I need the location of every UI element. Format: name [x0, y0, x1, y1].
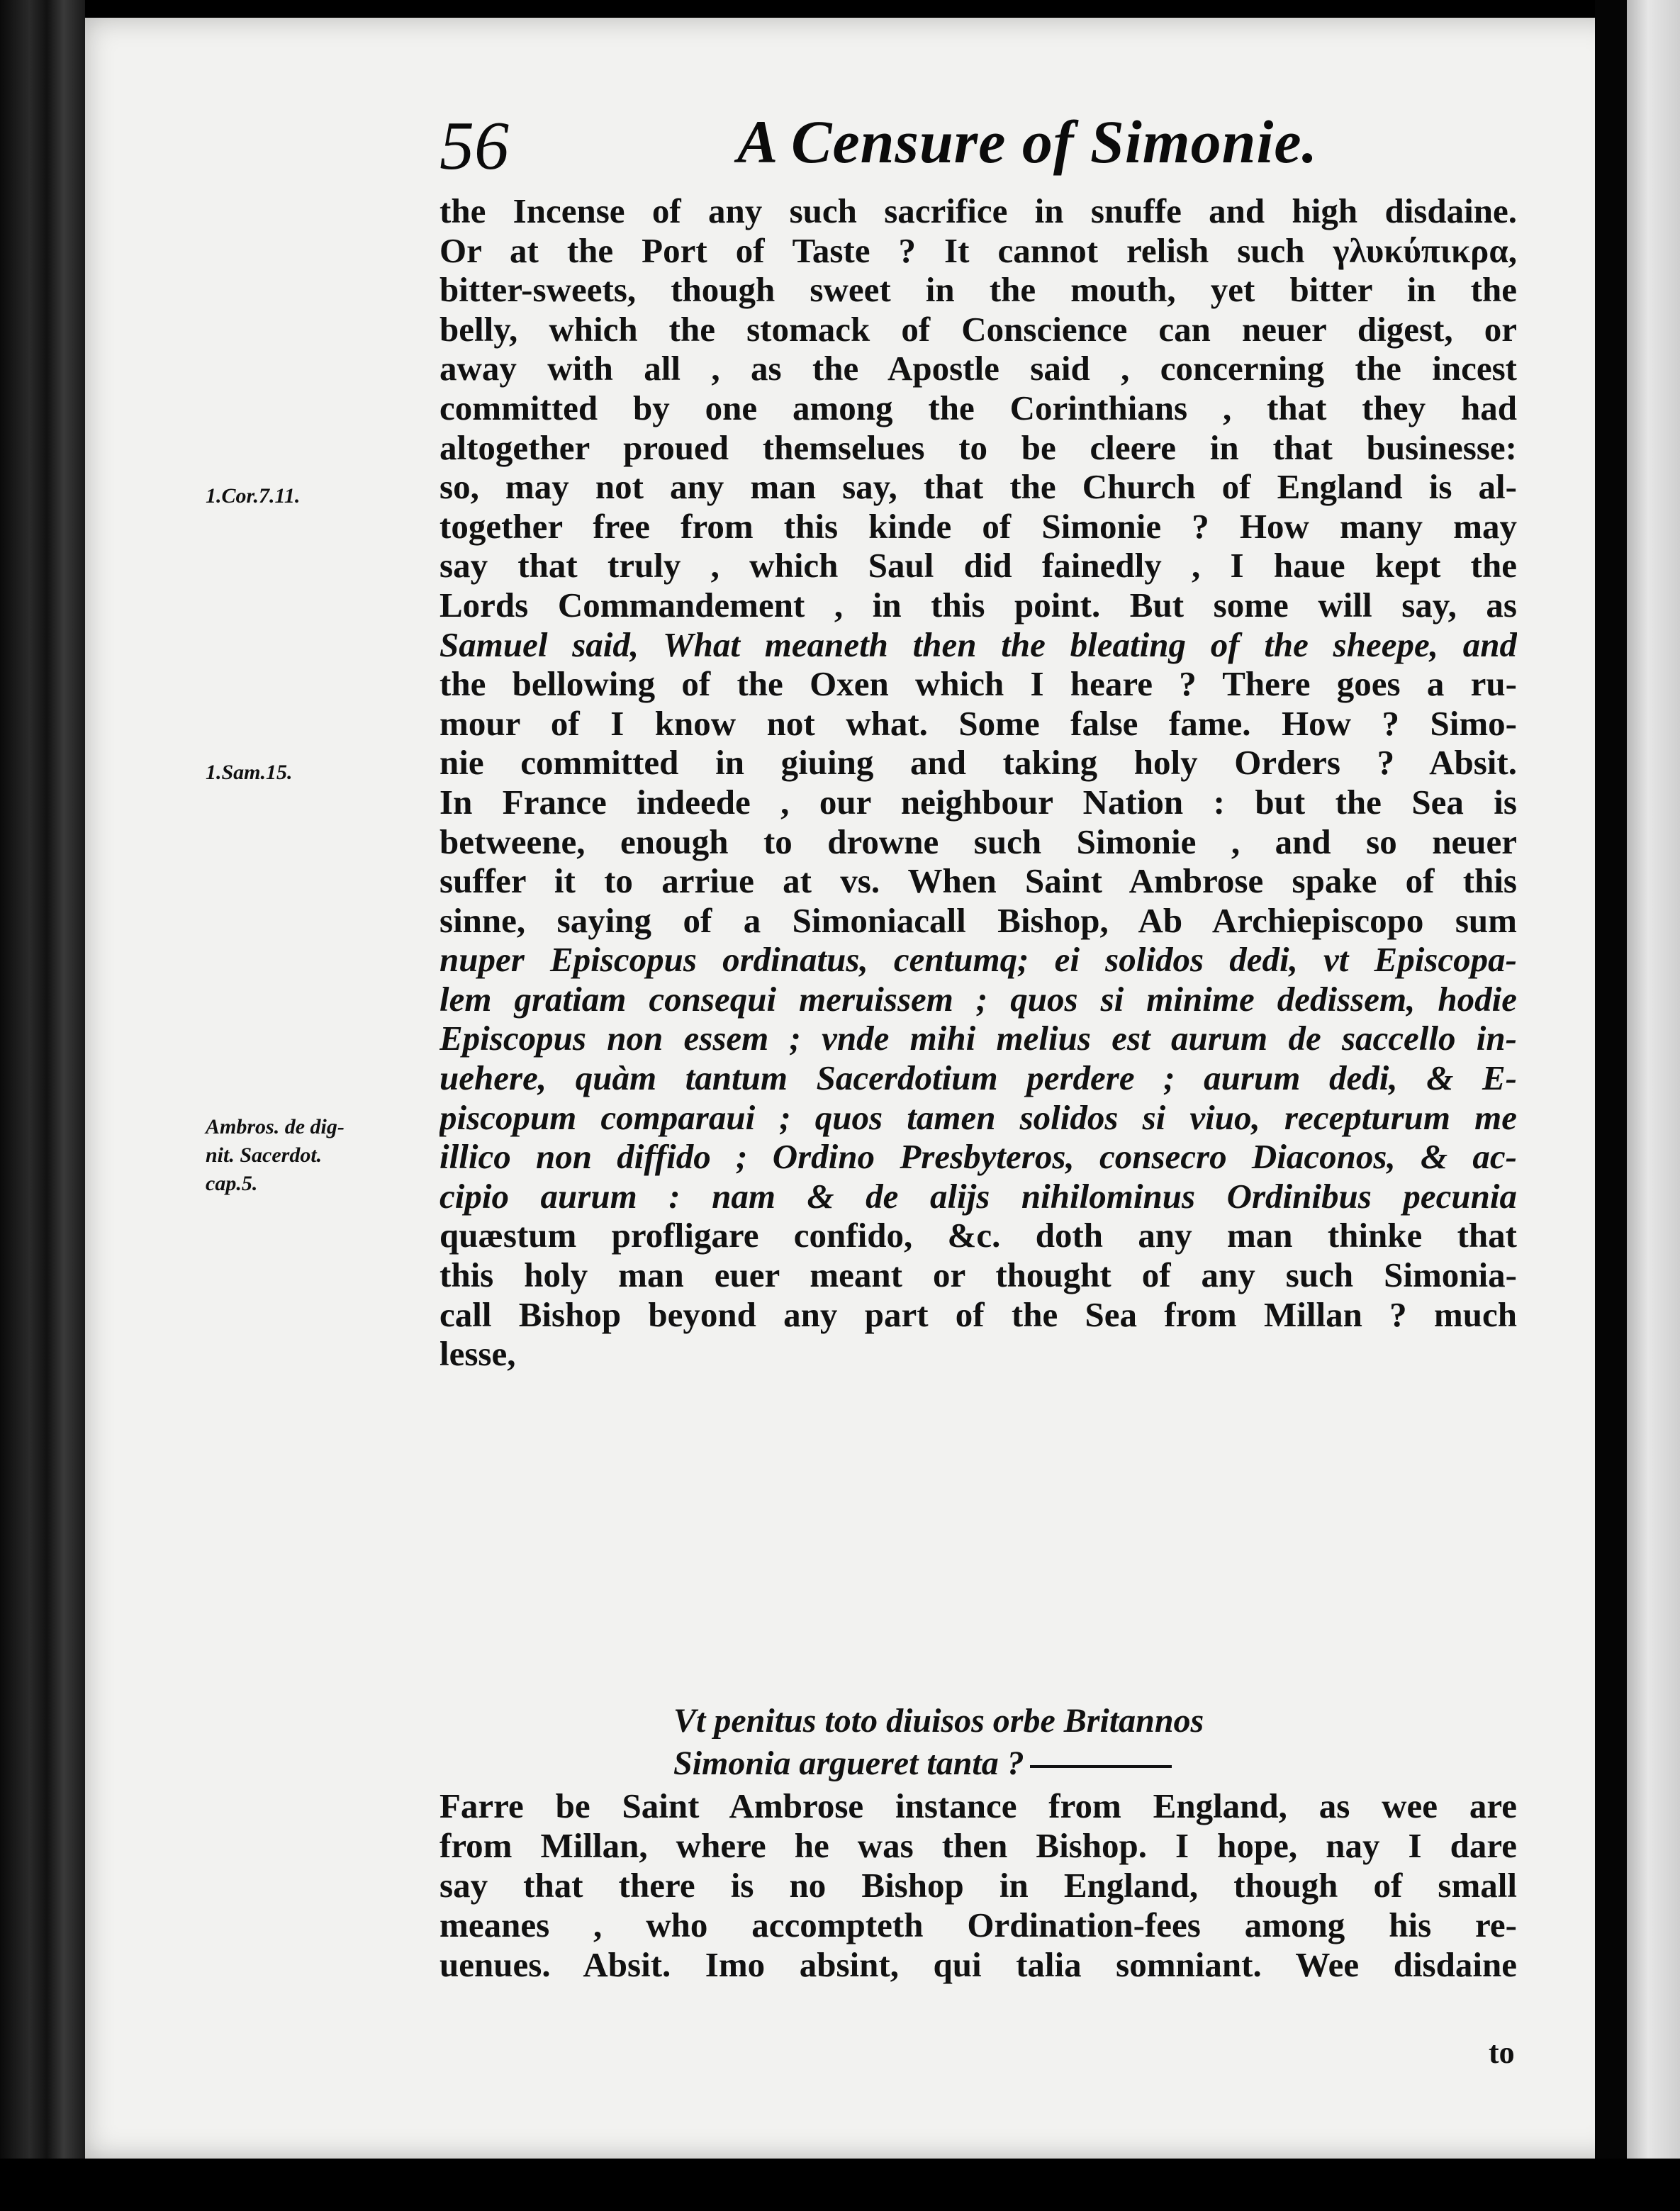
text-line: the bellowing of the Oxen which I heare ? There goes a ru-: [439, 664, 1517, 704]
scan-bottom-border: [0, 2159, 1680, 2211]
catchword: to: [1489, 2035, 1515, 2070]
text-line: belly, which the stomack of Conscience can neuer digest, or: [439, 309, 1517, 349]
text-line: In France indeede , our neighbour Nation : but the Sea is: [439, 782, 1517, 822]
text-line: together free from this kinde of Simonie ? How many may: [439, 506, 1517, 546]
text-line: say that there is no Bishop in England, though of small: [439, 1866, 1517, 1905]
verse-line: Vt penitus toto diuisos orbe Britannos: [673, 1702, 1204, 1740]
book-gutter: [1595, 0, 1627, 2211]
text-line: lesse,: [439, 1334, 516, 1374]
text-line: so, may not any man say, that the Church of England is al-: [439, 467, 1517, 507]
text-line: altogether proued themselues to be cleere in that businesse:: [439, 427, 1517, 467]
body-text: [439, 191, 1517, 1374]
verse-quotation: [673, 1700, 1453, 1785]
text-line: quæstum profligare confido, &c. doth any man thinke that: [439, 1216, 1517, 1255]
text-line: illico non diffido ; Ordino Presbyteros, consecro Diaconos, & ac-: [439, 1137, 1517, 1177]
text-line: nuper Episcopus ordinatus, centumq; ei solidos dedi, vt Episcopa-: [439, 940, 1517, 980]
text-line: Or at the Port of Taste ? It cannot relish such γλυκύπικρα,: [439, 230, 1517, 270]
text-line: mour of I know not what. Some false fame. How ? Simo-: [439, 703, 1517, 743]
text-line: uenues. Absit. Imo absint, qui talia somniant. Wee disdaine: [439, 1945, 1517, 1984]
em-rule: [1030, 1765, 1172, 1768]
text-line: cipio aurum : nam & de alijs nihilominus Ordinibus pecunia: [439, 1176, 1517, 1216]
facing-page-edge: [1627, 0, 1680, 2211]
text-line: piscopum comparaui ; quos tamen solidos si viuo, recepturum me: [439, 1097, 1517, 1137]
page-number: 56: [439, 108, 509, 184]
text-line: from Millan, where he was then Bishop. I hope, nay I dare: [439, 1826, 1517, 1865]
body-text-continued: [439, 1786, 1517, 1985]
text-line: call Bishop beyond any part of the Sea from Millan ? much: [439, 1294, 1517, 1334]
page-header: [439, 106, 1545, 184]
margin-note: 1.Sam.15.: [206, 761, 293, 784]
text-line: bitter-sweets, though sweet in the mouth, yet bitter in the: [439, 270, 1517, 310]
running-title: A Censure of Simonie.: [737, 108, 1318, 176]
text-line: nie committed in giuing and taking holy Orders ? Absit.: [439, 743, 1517, 783]
text-line: Samuel said, What meaneth then the bleating of the sheepe, and: [439, 625, 1517, 664]
text-line: this holy man euer meant or thought of any such Simonia-: [439, 1255, 1517, 1295]
text-line: away with all , as the Apostle said , concerning the incest: [439, 349, 1517, 388]
verse-line-text: Simonia argueret tanta ?: [673, 1745, 1024, 1782]
text-line: sinne, saying of a Simoniacall Bishop, Ab Archiepiscopo sum: [439, 900, 1517, 940]
text-line: say that truly , which Saul did fainedly , I haue kept the: [439, 546, 1517, 586]
text-line: lem gratiam consequi meruissem ; quos si minime dedissem, hodie: [439, 979, 1517, 1019]
text-line: Episcopus non essem ; vnde mihi melius est aurum de saccello in-: [439, 1019, 1517, 1058]
text-line: suffer it to arriue at vs. When Saint Ambrose spake of this: [439, 861, 1517, 901]
text-line: Lords Commandement , in this point. But some will say, as: [439, 585, 1517, 625]
text-line: betweene, enough to drowne such Simonie , and so neuer: [439, 822, 1517, 861]
book-binding-edge: [0, 0, 85, 2211]
margin-note: Ambros. de dig- nit. Sacerdot. cap.5.: [206, 1115, 345, 1195]
verse-line: [673, 1742, 1453, 1785]
margin-note: 1.Cor.7.11.: [206, 484, 301, 508]
text-line: committed by one among the Corinthians , that they had: [439, 388, 1517, 427]
text-line: the Incense of any such sacrifice in snuffe and high disdaine.: [439, 191, 1517, 230]
text-line: uehere, quàm tantum Sacerdotium perdere ; aurum dedi, & E-: [439, 1058, 1517, 1098]
text-line: Farre be Saint Ambrose instance from England, as wee are: [439, 1786, 1517, 1825]
text-line: meanes , who accompteth Ordination-fees among his re-: [439, 1905, 1517, 1944]
